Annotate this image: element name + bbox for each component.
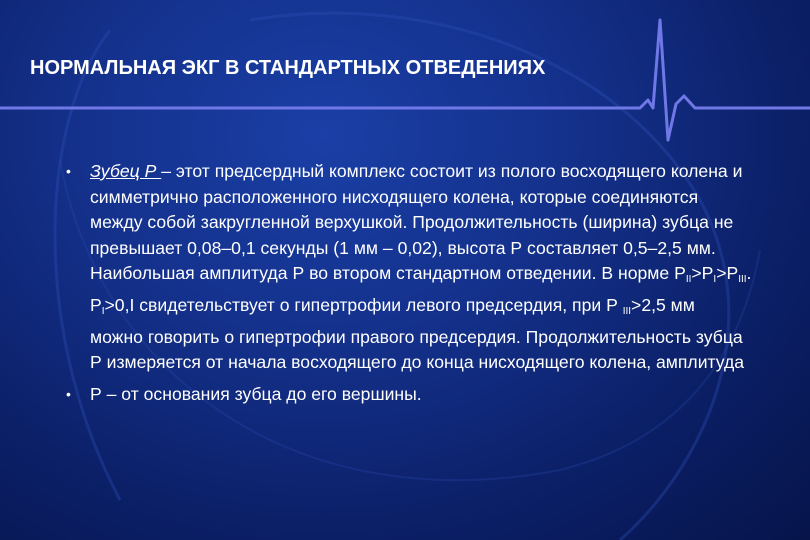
bullet-text-part: >0,I свидетельствует о гипертрофии левого предсердия, при Р bbox=[104, 294, 623, 315]
ecg-divider-line bbox=[0, 20, 810, 140]
bullet-text-part: >2,5 мм можно говорить о гипертрофии правого предсердия. Продолжительность зубца Р измеряется от начала восходящего до конца нисходящего колена, амплитуда bbox=[90, 294, 745, 373]
bullet-text-part: . Р bbox=[90, 263, 752, 315]
subscript: I bbox=[713, 274, 717, 286]
subscript: II bbox=[685, 274, 692, 286]
bullet-dot-icon: • bbox=[66, 163, 71, 179]
subscript: I bbox=[101, 305, 105, 317]
subscript: III bbox=[622, 305, 632, 317]
bullet-text-part: >Р bbox=[716, 263, 739, 284]
subscript: III bbox=[738, 274, 747, 286]
slide-title: НОРМАЛЬНАЯ ЭКГ В СТАНДАРТНЫХ ОТВЕДЕНИЯХ bbox=[30, 57, 546, 79]
slide-content bbox=[62, 159, 752, 407]
bullet-dot-icon: • bbox=[66, 385, 71, 402]
term-p-wave: Зубец Р bbox=[90, 161, 162, 181]
bullet-text-part: >Р bbox=[691, 263, 714, 284]
bullet-item-amplitude bbox=[62, 382, 752, 408]
bullet-text: Р – от основания зубца до его вершины. bbox=[90, 383, 422, 404]
bullet-item-p-wave bbox=[62, 159, 752, 376]
bullet-text-part: – этот предсердный комплекс состоит из полого восходящего колена и симметрично расположенного нисходящего колена, которые соединяются между собой закругленной верхушкой. Продолжительность (ширина) зубца не превышает 0,08–0,1 секунды (1 мм – 0,02), высота Р составляет 0,5–2,5 мм. Наибольшая амплитуда Р во втором стандартном отведении. В норме Р bbox=[90, 161, 743, 284]
